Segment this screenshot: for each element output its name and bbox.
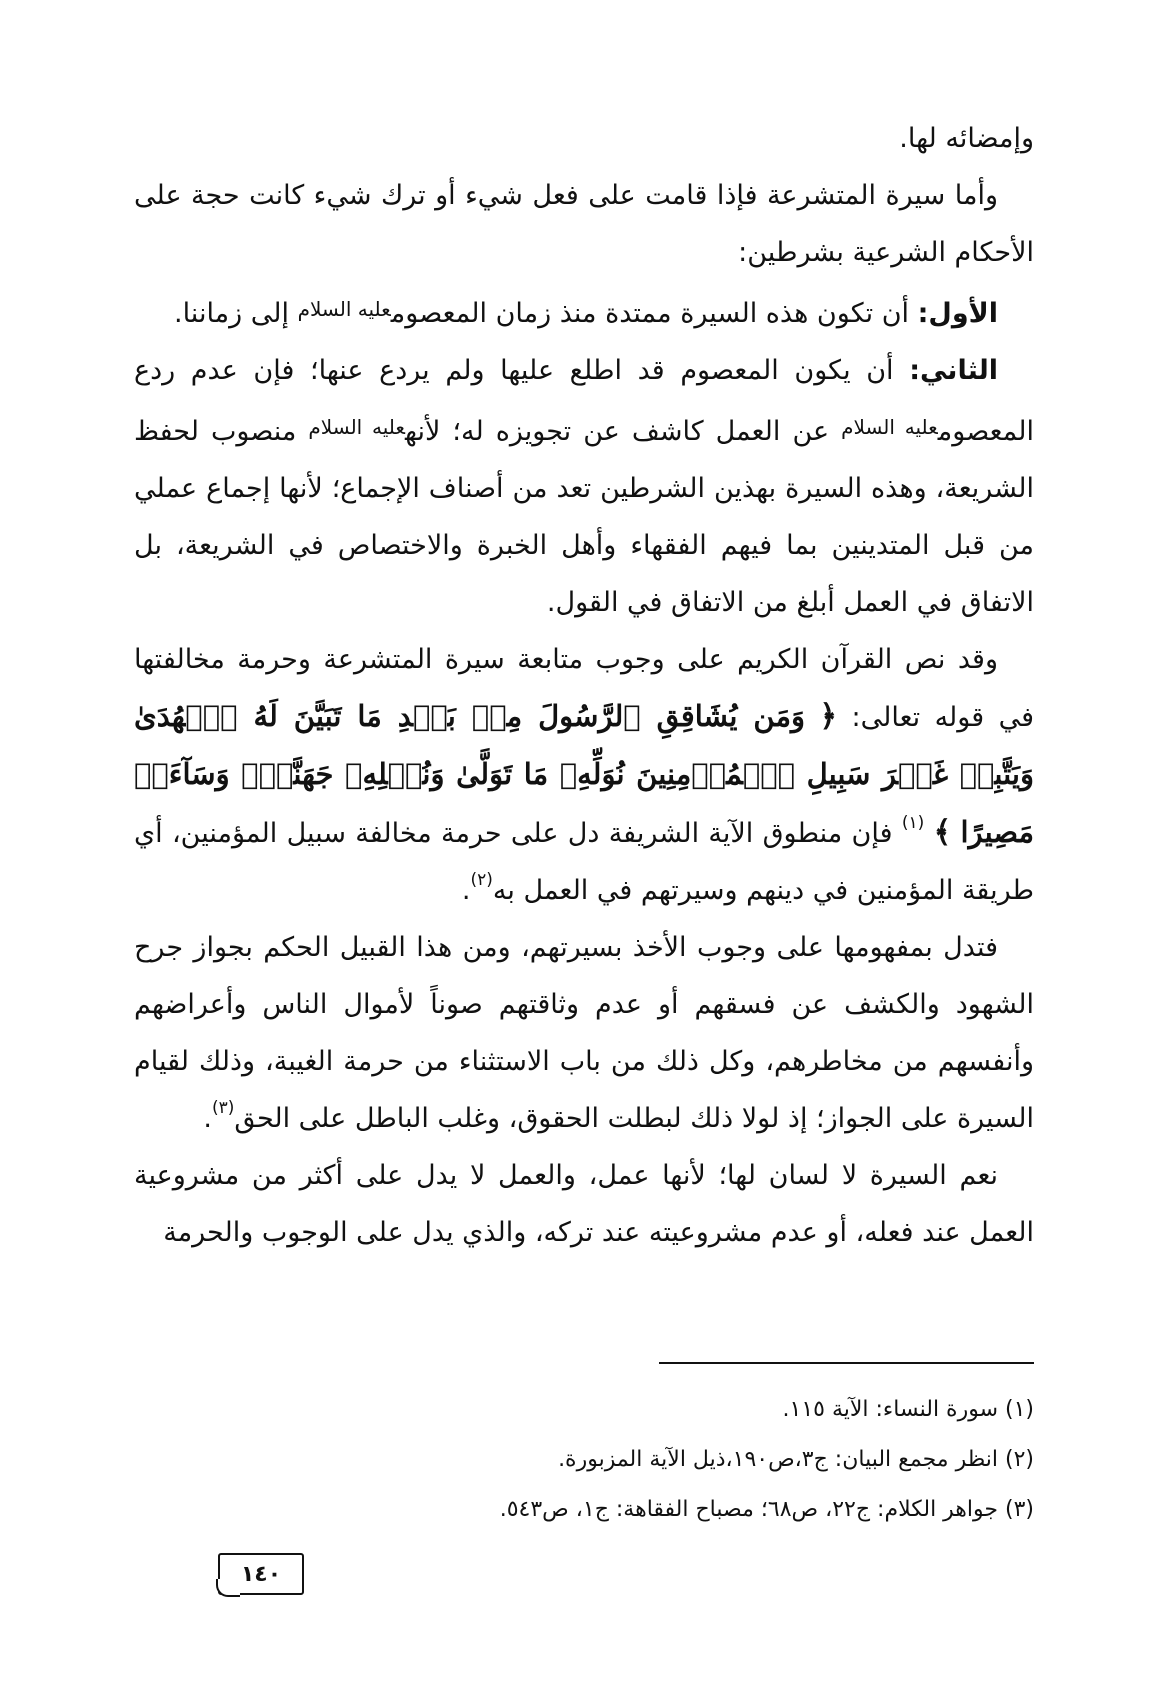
paragraph-continuation (134, 110, 1034, 167)
text-run: منصوب لحفظ الشريعة، وهذه السيرة بهذين الشرطين تعد من أصناف الإجماع؛ لأنها إجماع عملي من قبل المتدينين بما فيهم الفقهاء وأهل الخبرة والاختصاص في الشريعة، بل الاتفاق في العمل أبلغ من الاتفاق في القول. (134, 416, 1034, 618)
honorific-mark: عليه السلام (308, 415, 406, 439)
paragraph-quran-evidence (134, 631, 1034, 919)
text-run: وأما سيرة المتشرعة فإذا قامت على فعل شيء أو ترك شيء كانت حجة على الأحكام الشرعية بشرطين: (134, 180, 1034, 268)
text-run: نعم السيرة لا لسان لها؛ لأنها عمل، والعمل لا يدل على أكثر من مشروعية العمل عند فعله، أو عدم مشروعيته عند تركه، والذي يدل على الوجوب والحرمة (134, 1160, 1034, 1248)
text-run: أن يكون المعصوم قد اطلع عليها ولم يردع عنها؛ فإن عدم ردع المعصوم (134, 355, 1034, 447)
text-run: وقد نص القرآن الكريم على وجوب متابعة سيرة المتشرعة وحرمة مخالفتها في قوله تعالى: (134, 644, 1034, 733)
footnote-2: (٢) انظر مجمع البيان: ج٣،ص١٩٠،ذيل الآية المزبورة. (558, 1447, 1034, 1472)
paragraph-limitation (134, 1147, 1034, 1261)
condition-second-label: الثاني: (909, 355, 998, 386)
honorific-mark: عليه السلام (841, 415, 938, 439)
paragraph-mutasharria (134, 167, 1034, 281)
page-number: ١٤٠ (240, 1561, 282, 1587)
footnote-separator (659, 1362, 1034, 1364)
footnote-ref-3: (٣) (212, 1098, 235, 1118)
footnotes (134, 1385, 1034, 1535)
text-run: وإمضائه لها. (899, 123, 1034, 154)
footnote-1: (١) سورة النساء: الآية ١١٥. (782, 1397, 1034, 1422)
verse-close-bracket: ﴾ (933, 815, 952, 850)
main-text (134, 110, 1034, 1261)
condition-first-label: الأول: (917, 298, 998, 329)
page-number-box (218, 1553, 304, 1595)
page-curl-icon (216, 1579, 240, 1597)
paragraph-implication (134, 919, 1034, 1147)
text-run: . (203, 1103, 212, 1134)
footnote-3: (٣) جواهر الكلام: ج٢٢، ص٦٨؛ مصباح الفقاهة: ج١، ص٥٤٣. (499, 1497, 1034, 1522)
honorific-mark: عليه السلام (297, 297, 391, 321)
verse-open-bracket: ﴿ (819, 699, 838, 734)
text-run: عن العمل كاشف عن تجويزه له؛ لأنه (405, 416, 830, 447)
footnote-ref-1: (١) (901, 813, 925, 833)
text-run: إلى زماننا. (173, 298, 289, 329)
text-run: فإن منطوق الآية الشريفة دل على حرمة مخالفة سبيل المؤمنين، أي طريقة المؤمنين في دينهم وسيرتهم في العمل به (134, 818, 1034, 906)
text-run: . (461, 875, 471, 906)
text-run: أن تكون هذه السيرة ممتدة منذ زمان المعصوم (390, 298, 910, 329)
text-run: فتدل بمفهومها على وجوب الأخذ بسيرتهم، ومن هذا القبيل الحكم بجواز جرح الشهود والكشف عن فسقهم أو عدم وثاقتهم صوناً لأموال الناس وأعراضهم وأنفسهم من مخاطرهم، وكل ذلك من باب الاستثناء من حرمة الغيبة، وذلك لقيام السيرة على الجواز؛ إذ لولا ذلك لبطلت الحقوق، وغلب الباطل على الحق (134, 932, 1034, 1134)
paragraph-condition-second (134, 342, 1034, 631)
quran-verse: وَمَن يُشَاقِقِ ٱلرَّسُولَ مِنۢ بَعۡدِ مَا تَبَيَّنَ لَهُ ٱلۡهُدَىٰ وَيَتَّبِعۡ غَيۡرَ سَبِيلِ ٱلۡمُؤۡمِنِينَ نُوَلِّهِۦ مَا تَوَلَّىٰ وَنُصۡلِهِۦ جَهَنَّمَۖ وَسَآءَتۡ مَصِيرًا (134, 699, 1035, 849)
footnote-ref-2: (٢) (470, 870, 493, 890)
paragraph-condition-first (134, 281, 1034, 342)
